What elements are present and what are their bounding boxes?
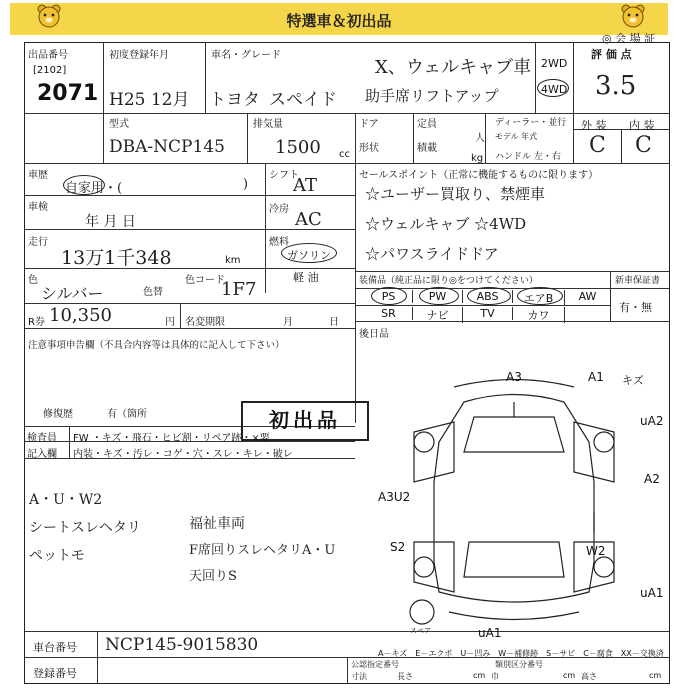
fuel-diesel: 軽 油 — [293, 271, 319, 284]
remark-right-3: 天回りS — [189, 569, 237, 584]
fuel-gasoline: ガソリン — [287, 249, 331, 262]
sales-point-1: ☆ユーザー買取り、禁煙車 — [365, 185, 546, 203]
bear-mascot-icon — [36, 4, 62, 28]
equip-navi: ナビ — [413, 307, 463, 323]
drive-2wd: 2WD — [541, 57, 568, 70]
remark-left-1: A・U・W2 — [29, 492, 103, 508]
interior-check-row: 内装・キズ・汚レ・コゲ・穴・スレ・キレ・破レ — [73, 449, 293, 460]
damage-a3u2-left: A3U2 — [378, 490, 411, 504]
damage-w2-right: W2 — [586, 544, 606, 558]
damage-a3-front: A3 — [506, 370, 522, 384]
equip-aw: AW — [578, 290, 597, 303]
load-label: 積載 — [417, 143, 437, 154]
damage-ua1-rear: uA1 — [478, 626, 502, 640]
damage-scratch-note: キズ — [622, 374, 644, 387]
shift-value: AT — [293, 175, 318, 196]
color-code-value: 1F7 — [221, 279, 257, 300]
exterior-grade: C — [589, 133, 606, 158]
header-banner — [10, 3, 668, 35]
recycle-label: R券 — [28, 317, 45, 328]
private-use-circle — [63, 175, 105, 195]
grade-main: X、ウェルキャブ車 — [375, 57, 532, 78]
name-change-label: 名変期限 — [185, 317, 225, 328]
pw-circle — [419, 287, 459, 305]
drive-4wd: 4WD — [541, 83, 568, 96]
car-model: スペイド — [269, 90, 337, 110]
remark-left-3: ペットモ — [29, 548, 85, 564]
dealer-label: ディーラー・並行 — [495, 118, 567, 128]
ac-label: 冷房 — [269, 204, 289, 215]
color-value: シルバー — [41, 284, 104, 303]
inspection-label: 車検 — [28, 202, 48, 213]
drive-4wd-circle — [537, 79, 569, 97]
displacement-value: 1500 — [275, 137, 321, 158]
first-registration-label: 初度登録年月 — [109, 50, 169, 61]
equip-tv: TV — [463, 307, 513, 320]
interior-label: 内 装 — [629, 119, 655, 132]
abs-circle — [467, 287, 511, 305]
sales-points-label: セールスポイント（正常に機能するものに限ります） — [359, 170, 599, 181]
displacement-unit: cc — [339, 149, 350, 160]
equip-ps: PS — [365, 290, 413, 303]
repair-history-label: 修復歴 — [43, 409, 73, 420]
writer-label: 記入欄 — [27, 449, 57, 460]
damage-legend: A－キズ E－エクボ U－凹み W－補修跡 S－サビ C－腐食 XX－交換済 — [378, 649, 664, 658]
color-code-label: 色コード — [185, 275, 225, 286]
registration-label: 登録番号 — [33, 667, 77, 680]
interior-grade: C — [635, 133, 652, 158]
name-change-month: 月 — [283, 317, 293, 328]
venue-label: ◎ 会 場 証 — [602, 32, 656, 45]
car-name-label: 車名・グレード — [211, 50, 281, 61]
gasoline-circle — [281, 243, 337, 263]
displacement-label: 排気量 — [253, 119, 283, 130]
recycle-unit: 円 — [165, 317, 175, 328]
capacity-unit: 人 — [475, 133, 485, 144]
remark-right-1: 福祉車両 — [189, 516, 245, 532]
ps-circle — [371, 287, 407, 305]
warranty-label: 新車保証書 — [615, 276, 661, 286]
recycle-value: 10,350 — [49, 305, 112, 326]
mileage-unit: km — [225, 255, 241, 266]
class-number-label: 類別区分番号 — [495, 660, 543, 669]
equip-airbag: エアB — [513, 290, 565, 306]
chassis-label: 車台番号 — [33, 641, 77, 654]
remark-left-2: シートスレヘタリ — [29, 520, 141, 536]
model-code-value: DBA-NCP145 — [109, 137, 225, 157]
first-listing-stamp: 初出品 — [241, 401, 369, 441]
equip-pw: PW — [413, 290, 463, 303]
name-change-day: 日 — [329, 317, 339, 328]
history-value: 自家用・( — [65, 181, 123, 196]
damage-s2-left: S2 — [390, 540, 406, 554]
mileage-value: 13万1千348 — [61, 247, 172, 269]
notes-label: 注意事項申告欄（不具合内容等は具体的に記入して下さい） — [28, 340, 285, 351]
color-change-label: 色替 — [143, 287, 163, 298]
warranty-value: 有・無 — [619, 301, 652, 314]
exterior-check-row: FW ・キズ・飛石・ヒビ割・リペア跡・×要 — [73, 433, 270, 444]
exterior-label: 外 装 — [581, 119, 607, 132]
inspector-label: 検査員 — [27, 433, 57, 444]
width-label: 巾 — [491, 672, 499, 681]
dimensions-label: 寸法 — [351, 672, 367, 681]
certified-number-label: 公認指定番号 — [351, 660, 399, 669]
equip-leather: カワ — [513, 307, 565, 323]
fuel-label: 燃料 — [269, 237, 289, 248]
model-code-label: 型式 — [109, 119, 129, 130]
load-unit: kg — [471, 153, 484, 164]
damage-a1-front: A1 — [588, 370, 604, 384]
history-close: ) — [243, 177, 249, 192]
capacity-label: 定員 — [417, 119, 437, 130]
damage-ua1-right: uA1 — [640, 586, 664, 600]
grade-sub: 助手席リフトアップ — [365, 87, 499, 105]
spare-tire-label: スペア — [410, 627, 431, 635]
equipment-label: 装備品（純正品に限り◎をつけてください） — [359, 276, 538, 286]
height-unit: cm — [649, 671, 662, 680]
shape-label: 形状 — [359, 143, 379, 154]
ac-value: AC — [295, 209, 322, 230]
damage-ua2-right: uA2 — [640, 414, 664, 428]
car-maker: トヨタ — [209, 90, 260, 110]
airbag-circle — [517, 287, 563, 305]
length-unit: cm — [473, 671, 486, 680]
remark-right-2: F席回りスレヘタリA・U — [189, 543, 336, 558]
model-year-label: モデル 年式 — [495, 132, 538, 141]
score-value: 3.5 — [595, 71, 637, 101]
sales-point-3: ☆パワスライドドア — [365, 245, 499, 263]
length-label: 長さ — [397, 672, 413, 681]
first-registration-value: H25 12月 — [109, 90, 190, 110]
page-title: 特選車＆初出品 — [286, 12, 392, 30]
color-label: 色 — [28, 275, 38, 286]
repair-history-value: 有（箇所 — [107, 409, 147, 420]
after-items-label: 後日品 — [359, 329, 389, 340]
sales-point-2: ☆ウェルキャブ ☆4WD — [365, 215, 527, 233]
doors-label: ドア — [359, 119, 379, 130]
car-damage-diagram — [354, 372, 668, 642]
mileage-label: 走行 — [28, 237, 48, 248]
damage-a2-right: A2 — [644, 472, 660, 486]
chassis-value: NCP145-9015830 — [105, 635, 259, 655]
history-label: 車歴 — [28, 170, 48, 181]
steering-label: ハンドル 左・右 — [495, 152, 561, 162]
equip-sr: SR — [365, 307, 413, 320]
equip-abs: ABS — [463, 290, 513, 303]
bear-mascot-icon — [620, 4, 646, 28]
score-label: 評 価 点 — [591, 48, 632, 61]
shift-label: シフト — [269, 170, 299, 181]
lot-number: 2071 — [37, 81, 99, 106]
inspection-value: 年 月 日 — [85, 214, 136, 230]
width-unit: cm — [563, 671, 576, 680]
lot-code: [2102] — [33, 65, 67, 76]
height-label: 高さ — [581, 672, 597, 681]
lot-number-label: 出品番号 — [28, 50, 68, 61]
